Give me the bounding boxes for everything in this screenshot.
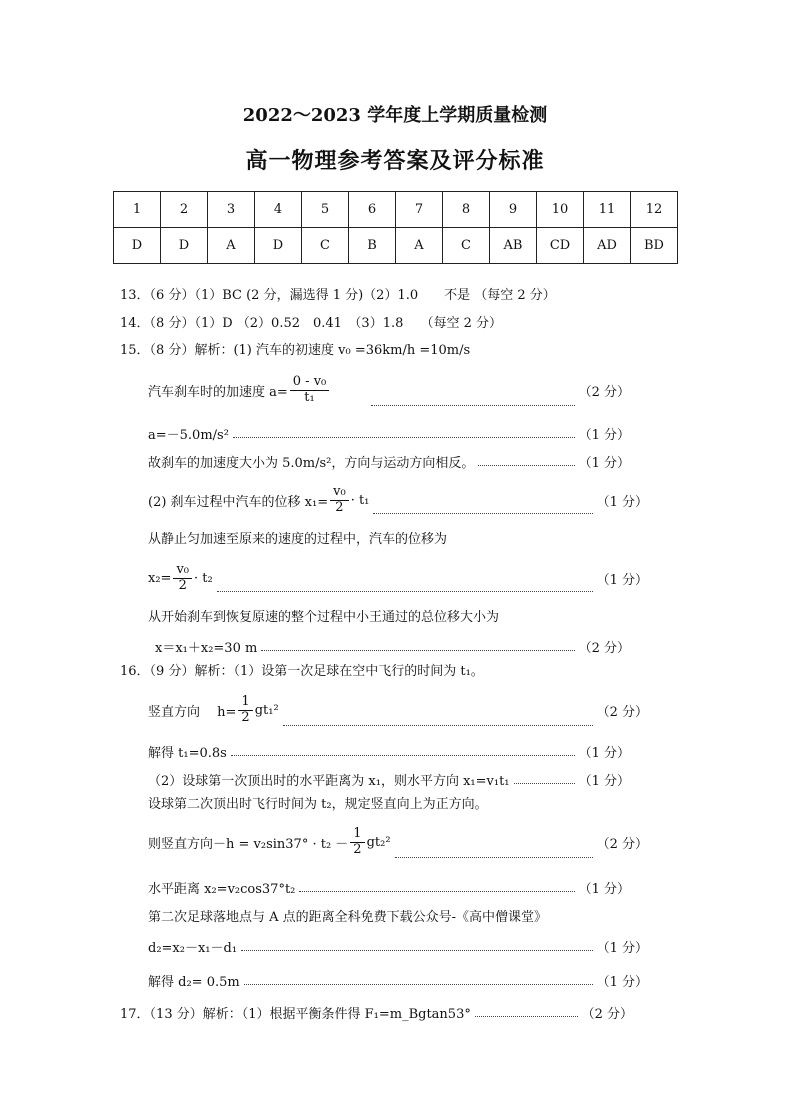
- dot-leader: [241, 950, 593, 951]
- dot-leader: [371, 405, 574, 406]
- answer-cell: A: [396, 228, 443, 264]
- question-number-cell: 5: [302, 192, 349, 228]
- score-label: （2 分）: [581, 1006, 633, 1022]
- fraction-denominator: 2: [335, 499, 344, 515]
- score-label: （1 分）: [596, 494, 648, 510]
- question-number-cell: 3: [208, 192, 255, 228]
- dot-leader: [478, 465, 574, 466]
- formula-tail: gt₂²: [366, 834, 391, 850]
- fraction: [330, 485, 349, 515]
- formula-label: 汽车刹车时的加速度 a=: [148, 384, 288, 400]
- q16-second-flight-text: 设球第二次顶出时飞行时间为 t₂，规定竖直向上为正方向。: [148, 797, 488, 812]
- score-label: （2 分）: [596, 704, 648, 720]
- fraction-numerator: v₀: [330, 485, 349, 500]
- fraction-denominator: 2: [241, 709, 250, 725]
- score-label: （1 分）: [578, 745, 630, 761]
- dot-leader: [217, 591, 593, 592]
- question-number-cell: 2: [161, 192, 208, 228]
- question-number-cell: 10: [537, 192, 584, 228]
- q16-distance-formula: [148, 937, 648, 955]
- formula-label: 竖直方向 h=: [148, 704, 237, 720]
- formula-label: d₂=x₂－x₁－d₁: [148, 940, 238, 956]
- score-label: （1 分）: [596, 572, 648, 588]
- dot-leader: [395, 857, 593, 858]
- score-label: （1 分）: [596, 940, 648, 956]
- page-title-line1: 2022～2023 学年度上学期质量检测: [242, 105, 548, 126]
- answer-cell: AB: [490, 228, 537, 264]
- q15-acceleration-displacement: [148, 560, 648, 596]
- q16-distance-result: [148, 971, 648, 989]
- answer-cell: D: [255, 228, 302, 264]
- q15-acceleration-formula: [148, 370, 630, 410]
- fraction-numerator: 1: [350, 827, 364, 842]
- dot-leader: [233, 437, 575, 438]
- question-number-cell: 9: [490, 192, 537, 228]
- answer-cell: C: [302, 228, 349, 264]
- dot-leader: [514, 783, 575, 784]
- question-number-cell: 1: [114, 192, 161, 228]
- score-label: （1 分）: [578, 455, 630, 471]
- dot-leader: [231, 755, 575, 756]
- question-number-cell: 11: [584, 192, 631, 228]
- answer-cell: B: [349, 228, 396, 264]
- q16-vertical-second-formula: [148, 822, 648, 862]
- score-label: （1 分）: [578, 427, 630, 443]
- question-number-cell: 4: [255, 192, 302, 228]
- formula-label: a=－5.0m/s²: [148, 427, 229, 443]
- fraction: [173, 563, 192, 593]
- page-title-line2: 高一物理参考答案及评分标准: [245, 148, 545, 174]
- score-label: （2 分）: [596, 836, 648, 852]
- q15-heading: 15．（8 分）解析：(1) 汽车的初速度 v₀ =36km/h =10m/s: [120, 343, 471, 358]
- score-label: （2 分）: [578, 384, 630, 400]
- dot-leader: [373, 513, 592, 514]
- formula-label: 17．（13 分）解析：（1）根据平衡条件得 F₁=m_Bgtan53°: [120, 1006, 471, 1022]
- q16-vertical-formula: [148, 690, 648, 730]
- q14-answer: 14．（8 分）（1）D （2）0.52 0.41 （3）1.8 （每空 2 分）: [120, 316, 503, 331]
- dot-leader: [244, 984, 593, 985]
- answer-cell: AD: [584, 228, 631, 264]
- fraction-denominator: 2: [353, 841, 362, 857]
- formula-label: x＝x₁＋x₂=30 m: [155, 640, 258, 656]
- question-number-cell: 12: [631, 192, 678, 228]
- answer-cell: C: [443, 228, 490, 264]
- score-label: （2 分）: [578, 640, 630, 656]
- dot-leader: [261, 650, 574, 651]
- dot-leader: [475, 1016, 578, 1017]
- formula-label: 解得 t₁=0.8s: [148, 745, 227, 761]
- formula-label: （2）设球第一次顶出时的水平距离为 x₁，则水平方向 x₁=v₁t₁: [148, 773, 510, 789]
- score-label: （1 分）: [578, 881, 630, 897]
- q15-acceleration-value: [148, 424, 630, 442]
- score-label: （1 分）: [596, 974, 648, 990]
- formula-label: x₂=: [148, 570, 172, 586]
- question-number-cell: 6: [349, 192, 396, 228]
- formula-tail: gt₁²: [254, 702, 279, 718]
- fraction: [290, 375, 329, 405]
- q16-horizontal-distance: [148, 770, 630, 788]
- q17-heading: [120, 1003, 633, 1021]
- q16-time-result: [148, 742, 630, 760]
- formula-label: 故刹车的加速度大小为 5.0m/s²，方向与运动方向相反。: [148, 455, 475, 471]
- answer-cell: BD: [631, 228, 678, 264]
- dot-leader: [283, 725, 593, 726]
- question-number-cell: 7: [396, 192, 443, 228]
- answer-table-answer-row: [114, 228, 678, 264]
- answer-cell: CD: [537, 228, 584, 264]
- q16-distance-text: 第二次足球落地点与 A 点的距离全科免费下载公众号-《高中僧课堂》: [148, 910, 548, 925]
- answer-cell: D: [161, 228, 208, 264]
- fraction-denominator: 2: [178, 577, 187, 593]
- formula-label: 解得 d₂= 0.5m: [148, 974, 240, 990]
- q15-acceleration-phase-text: 从静止匀加速至原来的速度的过程中，汽车的位移为: [148, 532, 448, 547]
- fraction: [350, 827, 364, 857]
- q15-total-displacement-text: 从开始刹车到恢复原速的整个过程中小王通过的总位移大小为: [148, 610, 500, 625]
- formula-tail: · t₁: [350, 492, 370, 508]
- dot-leader: [299, 891, 574, 892]
- answer-table: [113, 191, 678, 264]
- question-number-cell: 8: [443, 192, 490, 228]
- fraction: [238, 695, 252, 725]
- answer-cell: A: [208, 228, 255, 264]
- q16-heading: 16．（9 分）解析：（1）设第一次足球在空中飞行的时间为 t₁。: [120, 664, 484, 679]
- formula-label: 则竖直方向－h = v₂sin37° · t₂ －: [148, 836, 349, 852]
- fraction-numerator: 0 - v₀: [290, 375, 329, 390]
- q15-total-displacement: [155, 637, 630, 655]
- q16-horizontal-second: [148, 878, 630, 896]
- fraction-denominator: t₁: [304, 389, 315, 405]
- answer-cell: D: [114, 228, 161, 264]
- q13-answer: 13．（6 分）（1）BC (2 分，漏选得 1 分)（2）1.0 不是 （每空 2 分）: [120, 288, 556, 303]
- q15-braking-displacement: [148, 482, 648, 518]
- q15-acceleration-conclusion: [148, 452, 630, 470]
- formula-label: 水平距离 x₂=v₂cos37°t₂: [148, 881, 296, 897]
- fraction-numerator: v₀: [173, 563, 192, 578]
- answer-table-number-row: [114, 192, 678, 228]
- score-label: （1 分）: [578, 773, 630, 789]
- formula-tail: · t₂: [194, 570, 213, 586]
- formula-label: (2) 刹车过程中汽车的位移 x₁=: [148, 494, 329, 510]
- fraction-numerator: 1: [238, 695, 252, 710]
